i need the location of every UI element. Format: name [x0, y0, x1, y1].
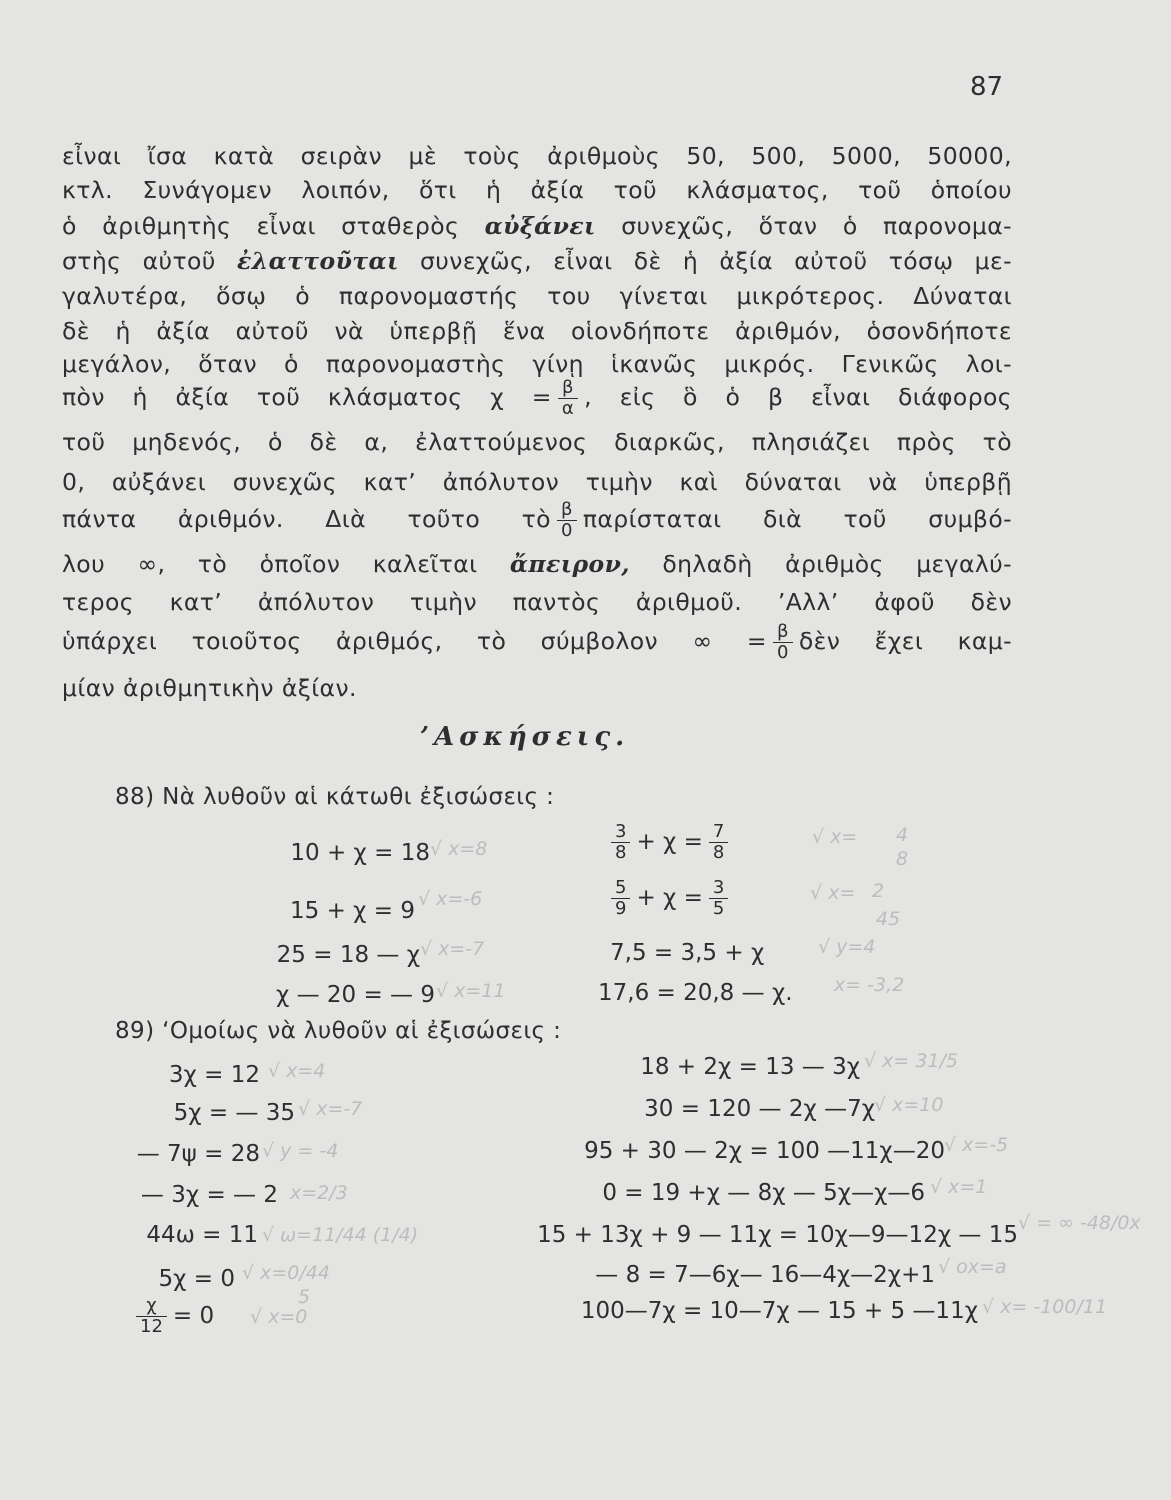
text-span: πὸν ἡ ἀξία τοῦ κλάσματος χ =: [62, 382, 552, 411]
fraction: [611, 822, 630, 863]
handwritten-note: 5: [298, 1286, 311, 1308]
fraction: [557, 500, 577, 541]
text-line: τοῦ μηδενός, ὁ δὲ α, ἐλαττούμενος διαρκῶς, πλησιάζει πρὸς τὸ: [62, 428, 1012, 456]
text-line: μίαν ἀριθμητικὴν ἀξίαν.: [62, 674, 357, 702]
fraction-denominator: 5: [709, 898, 728, 919]
fraction-denominator: 0: [557, 520, 577, 541]
fraction-denominator: α: [558, 398, 578, 419]
fraction-denominator: 8: [611, 842, 630, 863]
handwritten-note: √ x= -100/11: [982, 1296, 1108, 1318]
fraction: [136, 1296, 167, 1337]
fraction: [709, 878, 728, 919]
fraction: [558, 378, 578, 419]
handwritten-note: √ = ∞ -48/0x: [1018, 1212, 1141, 1234]
handwritten-note: √ x=0: [250, 1306, 308, 1328]
handwritten-note: √ x=1: [930, 1176, 988, 1198]
equation: 15 + 13χ + 9 — 11χ = 10χ—9—12χ — 15: [537, 1222, 1018, 1248]
equation-part: = 0: [172, 1302, 215, 1329]
text-span: ὑπάρχει τοιοῦτος ἀριθμός, τὸ σύμβολον ∞ =: [62, 626, 767, 655]
equation: 30 = 120 — 2χ —7χ: [644, 1096, 875, 1122]
handwritten-note: 8: [896, 848, 909, 870]
equation: 18 + 2χ = 13 — 3χ: [640, 1054, 860, 1080]
fraction-numerator: 7: [712, 821, 725, 842]
handwritten-note: √ x=0/44: [242, 1262, 330, 1284]
handwritten-note: √ x=4: [268, 1060, 326, 1082]
handwritten-note: √ x=-7: [298, 1098, 363, 1120]
handwritten-note: 2: [872, 880, 885, 902]
handwritten-note: √ ox=a: [938, 1256, 1007, 1278]
fraction-numerator: β: [560, 499, 573, 520]
emphasis-word: ἐλαττοῦται: [237, 247, 399, 275]
fraction-numerator: β: [562, 377, 574, 398]
equation: — 8 = 7—6χ— 16—4χ—2χ+1: [595, 1262, 935, 1288]
text-span: δηλαδὴ ἀριθμὸς μεγαλύ-: [662, 550, 1013, 578]
handwritten-note: √ x=11: [436, 980, 506, 1002]
section-heading: ’Ασκήσεις.: [420, 722, 630, 752]
text-line: [62, 550, 1012, 578]
handwritten-note: √ x=-6: [418, 888, 483, 910]
equation: [605, 878, 734, 919]
fraction-denominator: 0: [773, 642, 793, 663]
text-line: κτλ. Συνάγομεν λοιπόν, ὅτι ἡ ἀξία τοῦ κλάσματος, τοῦ ὁποίου: [62, 176, 1012, 204]
equation: χ — 20 = — 9: [275, 982, 435, 1008]
text-line: [62, 378, 1012, 419]
equation: 25 = 18 — χ: [276, 942, 420, 968]
equation: 10 + χ = 18: [290, 840, 430, 866]
exercise-88-title: 88) Νὰ λυθοῦν αἱ κάτωθι ἐξισώσεις :: [115, 784, 555, 810]
text-span: , εἰς ὃ ὁ β εἶναι διάφορος: [584, 382, 1012, 411]
exercise-89-title: 89) ‘Ομοίως νὰ λυθοῦν αἱ ἐξισώσεις :: [115, 1018, 562, 1044]
equation: — 3χ = — 2: [140, 1182, 278, 1208]
equation: 0 = 19 +χ — 8χ — 5χ—χ—6: [602, 1180, 925, 1206]
handwritten-note: √ y=4: [818, 936, 876, 958]
equation: 3χ = 12: [168, 1062, 260, 1088]
text-line: δὲ ἡ ἀξία αὐτοῦ νὰ ὑπερβῇ ἕνα οἱονδήποτε ἀριθμόν, ὁσονδήποτε: [62, 317, 1012, 345]
handwritten-note: √ y = -4: [262, 1140, 339, 1162]
handwritten-note: √ x=: [810, 882, 856, 904]
equation: 95 + 30 — 2χ = 100 —11χ—20: [584, 1138, 945, 1164]
fraction-denominator: 8: [709, 842, 728, 863]
page-number: 87: [970, 72, 1004, 102]
text-span: πάντα ἀριθμόν. Διὰ τοῦτο τὸ: [62, 504, 551, 533]
equation: 44ω = 11: [146, 1222, 258, 1248]
text-line: 0, αὐξάνει συνεχῶς κατ’ ἀπόλυτον τιμὴν καὶ δύναται νὰ ὑπερβῇ: [62, 468, 1012, 496]
handwritten-note: √ x=8: [430, 838, 488, 860]
fraction-numerator: 5: [615, 877, 627, 898]
equation: 7,5 = 3,5 + χ: [610, 940, 765, 966]
text-span: ὁ ἀριθμητὴς εἶναι σταθερὸς: [62, 212, 460, 240]
text-span: συνεχῶς, ὅταν ὁ παρονομα-: [621, 212, 1013, 240]
equation: 100—7χ = 10—7χ — 15 + 5 —11χ: [580, 1298, 978, 1324]
equation: 5χ = 0: [158, 1266, 235, 1292]
handwritten-note: √ x=: [812, 826, 858, 848]
fraction: [773, 622, 793, 663]
text-span: παρίσταται διὰ τοῦ συμβό-: [582, 504, 1012, 533]
handwritten-note: √ x=-5: [944, 1134, 1009, 1156]
fraction-numerator: 3: [615, 821, 627, 842]
fraction-numerator: β: [776, 621, 789, 642]
handwritten-note: √ ω=11/44 (1/4): [262, 1224, 419, 1246]
fraction-denominator: 12: [136, 1316, 167, 1337]
text-line: εἶναι ἴσα κατὰ σειρὰν μὲ τοὺς ἀριθμοὺς 50, 500, 5000, 50000,: [62, 142, 1012, 170]
text-span: δὲν ἔχει καμ-: [798, 626, 1012, 655]
fraction: [611, 878, 630, 919]
equation: 15 + χ = 9: [290, 898, 415, 924]
text-span: λου ∞, τὸ ὁποῖον καλεῖται: [62, 550, 478, 578]
fraction: [709, 822, 728, 863]
text-line: [62, 247, 1012, 275]
handwritten-note: x= -3,2: [834, 974, 905, 996]
handwritten-note: √ x=10: [874, 1094, 944, 1116]
equation-part: + χ =: [636, 884, 703, 911]
handwritten-note: x=2/3: [290, 1182, 348, 1204]
text-span: στὴς αὐτοῦ: [62, 247, 216, 275]
text-line: [62, 622, 1012, 663]
equation: 5χ = — 35: [173, 1100, 295, 1126]
equation: 17,6 = 20,8 — χ.: [598, 980, 793, 1006]
equation: [130, 1296, 214, 1337]
equation-part: + χ =: [636, 828, 703, 855]
emphasis-word: αὐξάνει: [484, 212, 596, 240]
handwritten-note: √ x= 31/5: [864, 1050, 959, 1072]
handwritten-note: √ x=-7: [420, 938, 485, 960]
text-line: [62, 500, 1012, 541]
fraction-denominator: 9: [611, 898, 630, 919]
handwritten-note: 45: [876, 908, 901, 930]
fraction-numerator: 3: [712, 877, 725, 898]
text-line: γαλυτέρα, ὅσῳ ὁ παρονομαστής του γίνεται μικρότερος. Δύναται: [62, 282, 1012, 310]
fraction-numerator: χ: [146, 1295, 157, 1316]
emphasis-word: ἄπειρον,: [509, 550, 630, 578]
text-line: μεγάλον, ὅταν ὁ παρονομαστὴς γίνῃ ἱκανῶς μικρός. Γενικῶς λοι-: [62, 350, 1012, 378]
text-span: συνεχῶς, εἶναι δὲ ἡ ἀξία αὐτοῦ τόσῳ με-: [420, 247, 1012, 275]
equation: — 7ψ = 28: [136, 1141, 260, 1167]
text-line: [62, 212, 1012, 240]
equation: [605, 822, 734, 863]
handwritten-note: 4: [896, 824, 909, 846]
text-line: τερος κατ’ ἀπόλυτον τιμὴν παντὸς ἀριθμοῦ. ’Αλλ’ ἀφοῦ δὲν: [62, 588, 1012, 616]
